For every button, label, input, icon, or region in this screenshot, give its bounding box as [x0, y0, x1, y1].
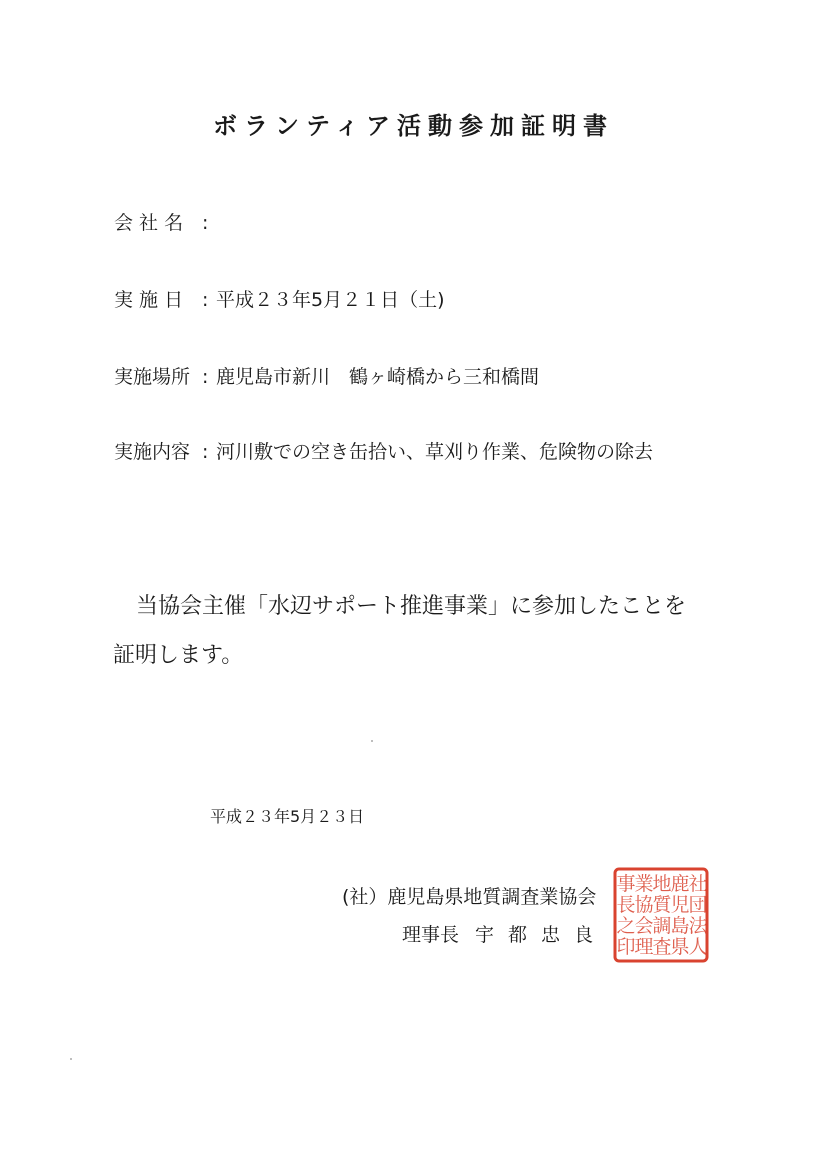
field-location — [114, 362, 539, 389]
field-value: 平成２３年5月２１日（土) — [216, 289, 445, 311]
svg-text:団: 団 — [688, 894, 708, 916]
issuer-name: 宇都忠良 — [475, 924, 608, 946]
svg-text:協: 協 — [634, 894, 654, 916]
statement-line-1: 当協会主催「水辺サポート推進事業」に参加したことを — [136, 594, 687, 619]
field-separator: : — [202, 212, 209, 234]
svg-text:長: 長 — [616, 894, 636, 916]
svg-text:質: 質 — [652, 894, 672, 916]
official-seal-icon — [612, 866, 710, 964]
issuer-organization: (社）鹿児島県地質調査業協会 — [342, 886, 597, 908]
svg-text:理: 理 — [634, 936, 654, 958]
field-value: 鹿児島市新川 鶴ヶ崎橋から三和橋間 — [216, 366, 540, 388]
field-company-name — [114, 208, 216, 235]
field-separator: : — [202, 289, 209, 311]
svg-text:鹿: 鹿 — [670, 873, 690, 895]
issuer-representative — [402, 920, 607, 947]
document-title: ボランティア活動参加証明書 — [212, 112, 615, 140]
field-label: 実施内容 — [114, 441, 191, 463]
field-separator: : — [202, 366, 209, 388]
scan-speck — [70, 1058, 72, 1060]
svg-text:事: 事 — [616, 873, 636, 895]
svg-text:印: 印 — [616, 936, 636, 958]
svg-text:島: 島 — [670, 915, 690, 937]
svg-text:児: 児 — [670, 894, 690, 916]
field-label: 会 社 名 — [114, 212, 184, 234]
svg-text:県: 県 — [670, 936, 690, 958]
svg-text:法: 法 — [688, 915, 708, 937]
svg-text:会: 会 — [634, 915, 654, 937]
svg-text:調: 調 — [652, 915, 672, 937]
svg-text:社: 社 — [688, 873, 708, 895]
statement-line-2: 証明します。 — [113, 643, 244, 668]
svg-text:之: 之 — [616, 915, 636, 937]
field-date — [114, 285, 445, 312]
issuer-title: 理事長 — [402, 924, 460, 946]
field-separator: : — [202, 441, 209, 463]
field-label: 実 施 日 — [114, 289, 184, 311]
field-activity — [114, 437, 653, 464]
scan-speck — [371, 740, 373, 742]
issue-date: 平成２３年5月２３日 — [210, 807, 365, 826]
svg-text:査: 査 — [652, 936, 672, 958]
field-value: 河川敷での空き缶拾い、草刈り作業、危険物の除去 — [216, 441, 654, 463]
svg-text:業: 業 — [634, 873, 654, 895]
svg-text:地: 地 — [652, 873, 672, 895]
svg-text:人: 人 — [688, 936, 708, 958]
field-label: 実施場所 — [114, 366, 191, 388]
